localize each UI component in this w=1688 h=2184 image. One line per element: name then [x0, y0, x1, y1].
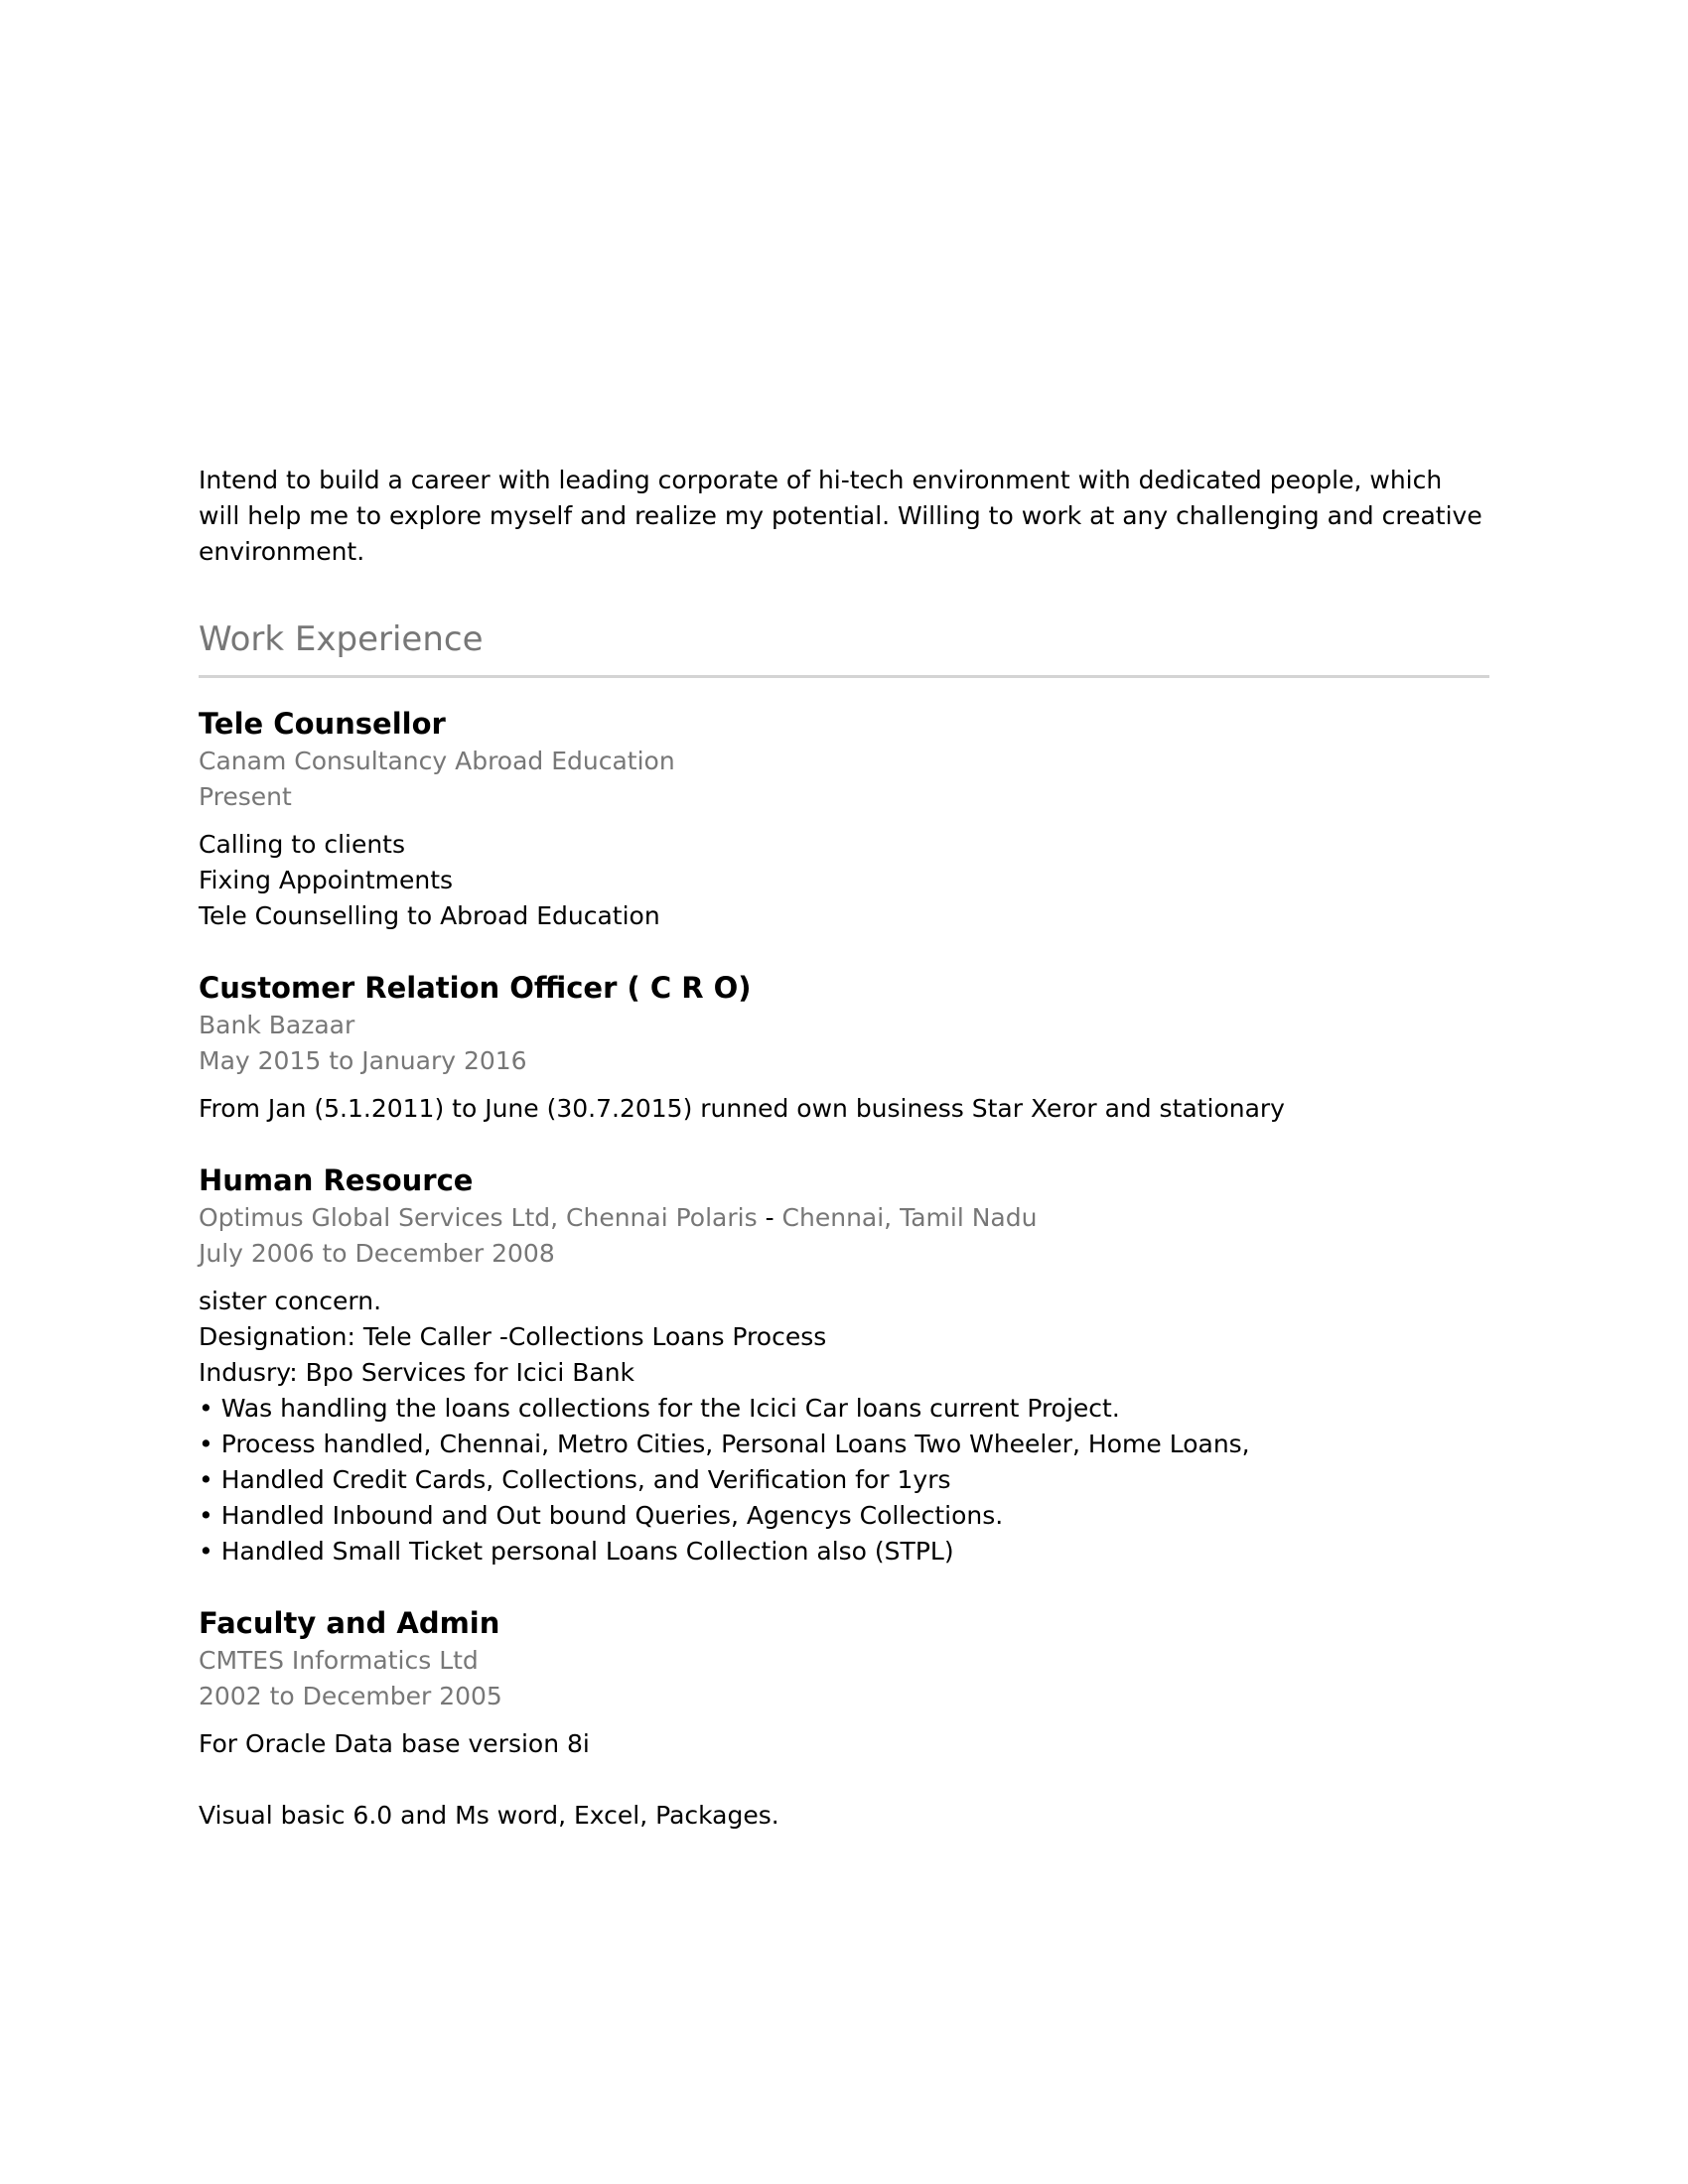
- job-description-line: Indusry: Bpo Services for Icici Bank: [199, 1358, 635, 1387]
- job-description-line: • Was handling the loans collections for the Icici Car loans current Project.: [199, 1394, 1120, 1423]
- job-company: Canam Consultancy Abroad Education: [199, 747, 675, 775]
- job-description-line: For Oracle Data base version 8i: [199, 1729, 590, 1758]
- job-entry: [199, 968, 1489, 1127]
- job-entry: [199, 1603, 1489, 1834]
- job-company-line: [199, 744, 1489, 779]
- section-heading-work-experience: Work Experience: [199, 619, 484, 659]
- job-title: Tele Counsellor: [199, 707, 446, 741]
- job-entry: [199, 1160, 1489, 1570]
- job-description-line: • Handled Credit Cards, Collections, and Verification for 1yrs: [199, 1465, 951, 1494]
- job-description-line: • Process handled, Chennai, Metro Cities, Personal Loans Two Wheeler, Home Loans,: [199, 1430, 1250, 1458]
- job-description: [199, 1091, 1489, 1127]
- work-experience-list: [199, 704, 1489, 1834]
- job-company: Optimus Global Services Ltd, Chennai Polaris: [199, 1203, 758, 1232]
- job-description-line: Fixing Appointments: [199, 866, 454, 894]
- job-description-line: sister concern.: [199, 1287, 382, 1315]
- job-company-line: [199, 1200, 1489, 1236]
- job-dates: July 2006 to December 2008: [199, 1239, 555, 1268]
- job-company: Bank Bazaar: [199, 1011, 355, 1039]
- career-objective: Intend to build a career with leading corporate of hi-tech environment with dedicated people, which will help me to explore myself and realize my potential. Willing to work at any challenging and creative environment.: [199, 466, 1482, 566]
- job-description: [199, 1726, 1489, 1834]
- job-description-line: Tele Counselling to Abroad Education: [199, 901, 660, 930]
- job-title: Human Resource: [199, 1163, 474, 1197]
- section-divider: [199, 675, 1489, 678]
- job-company-line: [199, 1643, 1489, 1679]
- job-description-line: • Handled Inbound and Out bound Queries, Agencys Collections.: [199, 1501, 1004, 1530]
- job-description: [199, 1284, 1489, 1570]
- job-location-separator: -: [765, 1203, 774, 1232]
- job-description-line: Visual basic 6.0 and Ms word, Excel, Packages.: [199, 1801, 779, 1830]
- job-dates: 2002 to December 2005: [199, 1682, 502, 1710]
- job-description-line: [199, 1762, 1489, 1798]
- job-description-line: Calling to clients: [199, 830, 406, 859]
- job-company-line: [199, 1008, 1489, 1043]
- job-company: CMTES Informatics Ltd: [199, 1646, 479, 1675]
- job-title: Faculty and Admin: [199, 1606, 500, 1640]
- job-entry: [199, 704, 1489, 934]
- job-description-line: • Handled Small Ticket personal Loans Collection also (STPL): [199, 1537, 954, 1566]
- job-dates: May 2015 to January 2016: [199, 1046, 527, 1075]
- job-dates: Present: [199, 782, 292, 811]
- job-description: [199, 827, 1489, 934]
- job-description-line: Designation: Tele Caller -Collections Loans Process: [199, 1322, 827, 1351]
- job-location: Chennai, Tamil Nadu: [781, 1203, 1038, 1232]
- job-description-line: From Jan (5.1.2011) to June (30.7.2015) runned own business Star Xeror and stationary: [199, 1094, 1285, 1123]
- resume-page: [199, 463, 1489, 1834]
- job-title: Customer Relation Officer ( C R O): [199, 971, 752, 1005]
